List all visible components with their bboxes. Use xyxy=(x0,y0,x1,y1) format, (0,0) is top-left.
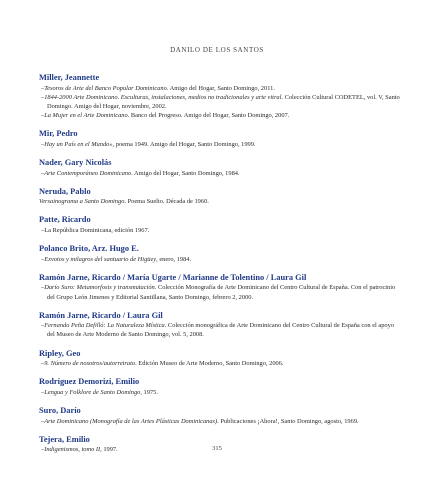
citation-dash: – xyxy=(41,84,45,92)
author-name: Suro, Darío xyxy=(39,406,81,416)
work-title: Fernando Peña Defilló: La Naturaleza Mística xyxy=(44,322,165,330)
bibliography-entry xyxy=(39,273,403,302)
author-name: Miller, Jeannette xyxy=(39,73,100,82)
page-number: 315 xyxy=(212,445,222,452)
bibliography-entry xyxy=(39,244,403,264)
work-citation xyxy=(39,226,403,235)
work-title: Tesoros de Arte del Banco Popular Dominicano xyxy=(44,84,167,92)
bibliography-entry xyxy=(39,349,403,369)
author-name: Ripley, Geo xyxy=(39,348,81,358)
work-title: Hay un País en el Mundo» xyxy=(44,140,113,148)
work-citation xyxy=(39,169,403,178)
bibliography-list xyxy=(39,73,403,463)
work-title: Versainograma a Santo Domingo xyxy=(39,198,125,206)
author-name: Ramón Jarne, Ricardo / María Ugarte / Marianne de Tolentino / Laura Gil xyxy=(39,272,307,282)
author-name: Ramón Jarne, Ricardo / Laura Gil xyxy=(39,310,163,320)
work-details: . Banco del Progreso. Amigo del Hogar, Santo Domingo, 2007. xyxy=(127,112,290,120)
bibliography-entry xyxy=(39,158,403,178)
citation-dash: – xyxy=(41,226,45,234)
work-citation xyxy=(39,93,403,111)
work-citation xyxy=(39,197,403,206)
work-citation xyxy=(39,255,403,264)
work-details: . Poema Suelto. Década de 1960. xyxy=(124,198,209,206)
work-citation xyxy=(39,388,403,397)
work-citation xyxy=(39,140,403,149)
citation-dash: – xyxy=(41,140,45,148)
author-name: Rodríguez Demorizi, Emilio xyxy=(39,377,140,387)
work-title: 1844-2000 Arte Dominicano. Esculturas, instalaciones, medios no tradicionales y arte vitral xyxy=(44,93,282,101)
citation-dash: – xyxy=(41,322,45,330)
bibliography-entry xyxy=(39,73,403,120)
author-name: Tejera, Emilio xyxy=(39,434,90,444)
citation-dash: – xyxy=(41,446,45,454)
work-details: , 1997. xyxy=(100,446,118,454)
work-details: . Edición Museo de Arte Moderno, Santo Domingo, 2006. xyxy=(135,360,284,368)
work-title: Lengua y Folklore de Santo Domingo xyxy=(44,388,141,396)
work-details: . Amigo del Hogar, Santo Domingo, 2011. xyxy=(166,84,275,92)
work-title: Arte Contemporáneo Dominicano xyxy=(44,169,132,177)
bibliography-entry xyxy=(39,377,403,397)
citation-dash: – xyxy=(41,360,45,368)
bibliography-entry xyxy=(39,215,403,235)
work-details: La República Dominicana, edición 1967. xyxy=(44,226,150,234)
citation-dash: – xyxy=(41,169,45,177)
work-details: . Colección Monografía de Arte Dominicano del Centro Cultural de España. Con el patrocinio del Grupo León Jimenes y Editorial Santillana, Santo Domingo, febrero 2, 2000. xyxy=(47,284,396,301)
bibliography-entry xyxy=(39,406,403,426)
work-citation xyxy=(39,359,403,368)
author-name: Polanco Brito, Arz. Hugo E. xyxy=(39,244,139,254)
work-title: Indigenismos, tomo II xyxy=(44,446,101,454)
work-title: 9. Número de nosotros/autorretrato xyxy=(44,360,136,368)
work-title: Darío Suro: Metamorfosis y transmutación xyxy=(44,284,155,292)
citation-dash: – xyxy=(41,255,45,263)
work-details: . Amigo del Hogar, Santo Domingo, 1984. xyxy=(131,169,240,177)
work-citation xyxy=(39,321,403,339)
author-name: Mir, Pedro xyxy=(39,129,78,139)
work-details: . Colección Cultural CODETEL, vol. V, Santo Domingo. Amigo del Hogar, noviembre, 2002. xyxy=(47,93,400,110)
author-name: Patte, Ricardo xyxy=(39,215,91,225)
author-name: Neruda, Pablo xyxy=(39,186,91,196)
work-citation xyxy=(39,417,403,426)
work-details: . Publicaciones ¡Ahora!, Santo Domingo, agosto, 1969. xyxy=(217,417,359,425)
citation-dash: – xyxy=(41,112,45,120)
bibliography-entry xyxy=(39,187,403,207)
work-details: . Colección monográfica de Arte Dominicano del Centro Cultural de España con el apoyo del Museo de Arte Moderno de Santo Domingo, vol. 5, 2008. xyxy=(47,322,395,339)
work-title: La Mujer en el Arte Dominicano xyxy=(44,112,128,120)
work-details: , 1975. xyxy=(140,388,158,396)
work-citation xyxy=(39,283,403,301)
running-header: DANILO DE LOS SANTOS xyxy=(170,46,264,54)
bibliography-entry xyxy=(39,311,403,340)
citation-dash: – xyxy=(41,93,45,101)
work-citation xyxy=(39,84,403,93)
work-title: Arte Dominicano (Monografía de las Artes Plásticas Dominicanas) xyxy=(44,417,218,425)
work-title: Exvotos y milagros del santuario de Higüey xyxy=(44,255,157,263)
work-details: , enero, 1984. xyxy=(156,255,192,263)
citation-dash: – xyxy=(41,417,45,425)
citation-dash: – xyxy=(41,284,45,292)
author-name: Nader, Gary Nicolás xyxy=(39,158,112,168)
bibliography-entry xyxy=(39,129,403,149)
work-citation xyxy=(39,111,403,120)
citation-dash: – xyxy=(41,388,45,396)
work-details: , poema 1949. Amigo del Hogar, Santo Domingo, 1999. xyxy=(112,140,256,148)
